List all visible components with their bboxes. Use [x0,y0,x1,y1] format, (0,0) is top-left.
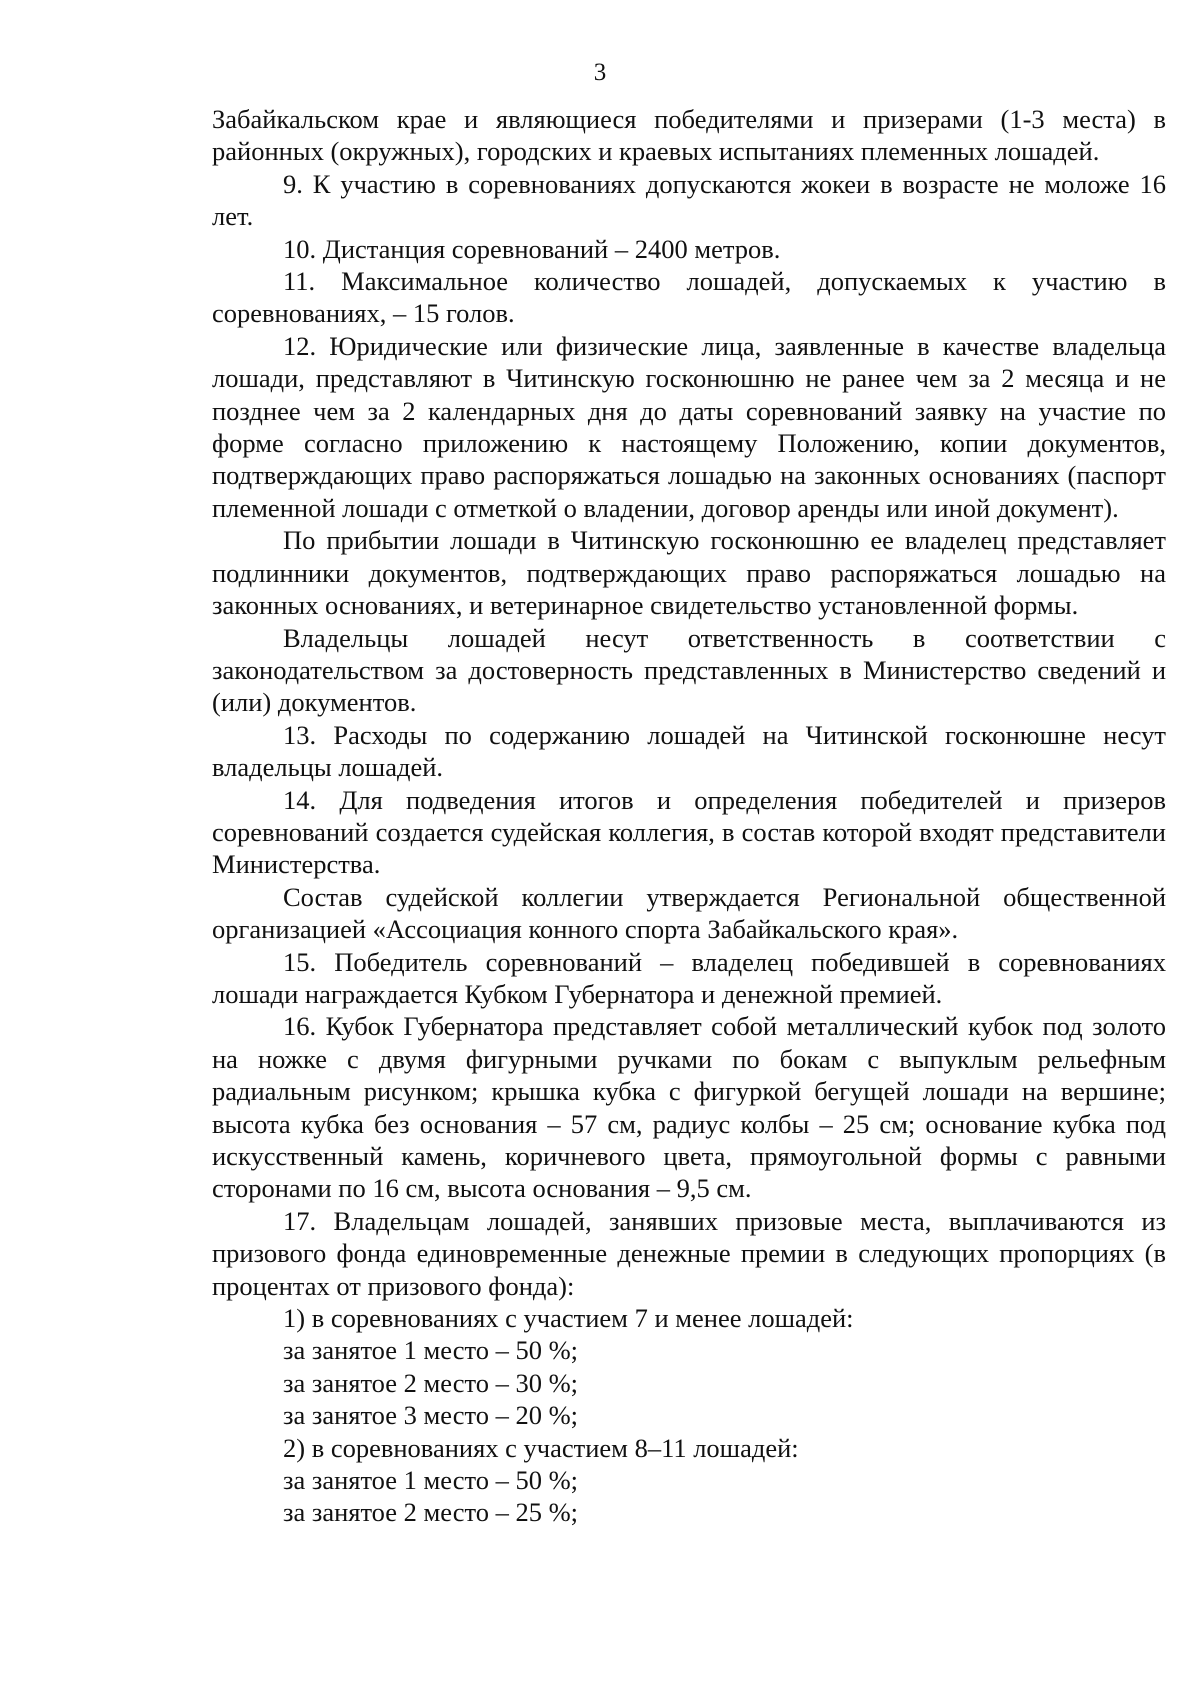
paragraph-item-15: 15. Победитель соревнований – владелец победившей в соревнованиях лошади награждается Кубком Губернатора и денежной премией. [212,946,1166,1009]
paragraph-item-14: 14. Для подведения итогов и определения победителей и призеров соревнований создается судейская коллегия, в состав которой входят представители Министерства. [212,784,1166,880]
paragraph-item-12-arrival: По прибытии лошади в Читинскую госконюшню ее владелец представляет подлинники документов, подтверждающих право распоряжаться лошадью на законных основаниях, и ветеринарное свидетельство установленной формы. [212,525,1166,621]
paragraph-item-12-responsibility: Владельцы лошадей несут ответственность в соответствии с законодательством за достоверность представленных в Министерство сведений и (или) документов. [212,622,1166,718]
paragraph-item-9: 9. К участию в соревнованиях допускаются жокеи в возрасте не моложе 16 лет. [212,168,1166,232]
document-body [212,103,1166,1529]
list-heading-2: 2) в соревнованиях с участием 8–11 лошадей: [283,1432,799,1463]
paragraph-item-11: 11. Максимальное количество лошадей, допускаемых к участию в соревнованиях, – 15 голов. [212,266,1166,329]
paragraph-item-14-composition: Состав судейской коллегии утверждается Региональной общественной организацией «Ассоциация конного спорта Забайкальского края». [212,881,1166,945]
page-number: 3 [593,59,607,86]
paragraph-continuation: Забайкальском крае и являющиеся победителями и призерами (1-3 места) в районных (окружных), городских и краевых испытаниях племенных лошадей. [212,104,1166,167]
paragraph-item-17: 17. Владельцам лошадей, занявших призовые места, выплачиваются из призового фонда единовременные денежные премии в следующих пропорциях (в процентах от призового фонда): [212,1205,1166,1301]
paragraph-item-13: 13. Расходы по содержанию лошадей на Читинской госконюшне несут владельцы лошадей. [212,719,1166,783]
list-heading-1: 1) в соревнованиях с участием 7 и менее лошадей: [283,1303,854,1334]
paragraph-item-12: 12. Юридические или физические лица, заявленные в качестве владельца лошади, представляют в Читинскую госконюшню не ранее чем за 2 месяца и не позднее чем за 2 календарных дня до даты соревнований заявку на участие по форме согласно приложению к настоящему Положению, копии документов, подтверждающих право распоряжаться лошадью на законных основаниях (паспорт племенной лошади с отметкой о владении, договор аренды или иной документ). [212,330,1166,523]
list-item: за занятое 3 место – 20 %; [283,1400,579,1431]
paragraph-item-10: 10. Дистанция соревнований – 2400 метров. [283,233,781,264]
list-item: за занятое 2 место – 25 %; [283,1497,579,1528]
paragraph-item-16: 16. Кубок Губернатора представляет собой металлический кубок под золото на ножке с двумя фигурными ручками по бокам с выпуклым рельефным радиальным рисунком; крышка кубка с фигуркой бегущей лошади на вершине; высота кубка без основания – 57 см, радиус колбы – 25 см; основание кубка под искусственный камень, коричневого цвета, прямоугольной формы с равными сторонами по 16 см, высота основания – 9,5 см. [212,1011,1166,1204]
list-item: за занятое 1 место – 50 %; [283,1465,579,1496]
list-item: за занятое 1 место – 50 %; [283,1335,579,1366]
list-item: за занятое 2 место – 30 %; [283,1367,579,1398]
